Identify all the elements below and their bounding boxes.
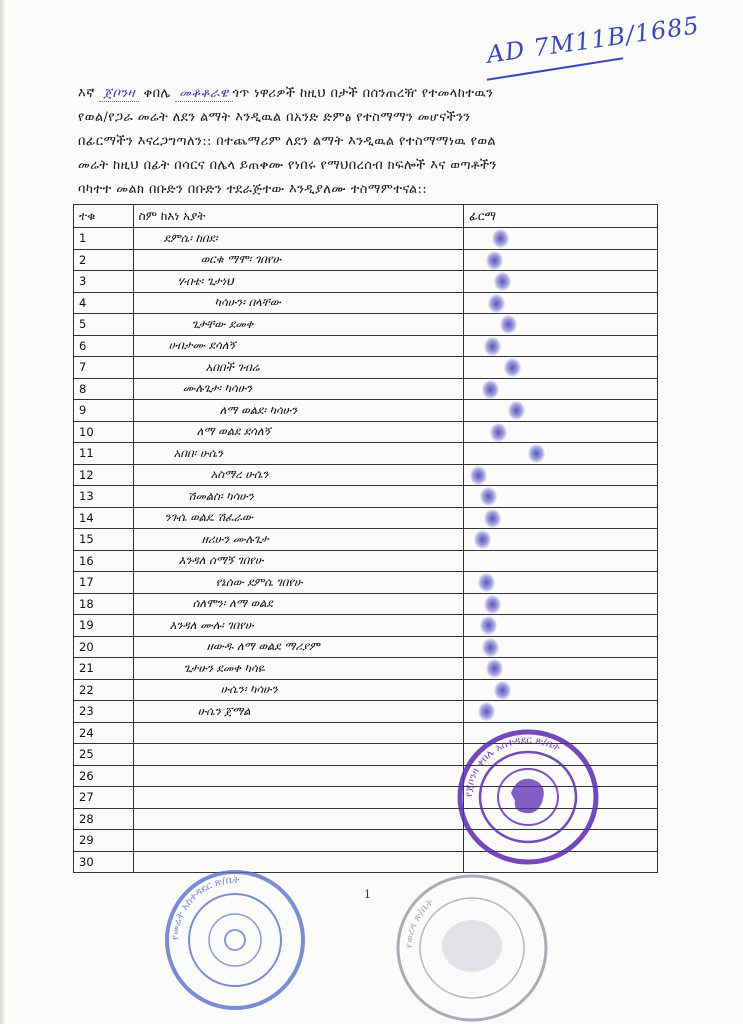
table-row xyxy=(74,658,658,680)
thumbprint-mark xyxy=(500,315,517,334)
signatory-name: ጌታሁን ደመቀ ካሳዬ xyxy=(133,658,463,680)
row-number: 21 xyxy=(74,658,134,680)
thumbprint-mark xyxy=(490,423,507,442)
svg-text:የጀቦንዛ ቀበሌ አስተዳደር ጽ/ቤት: የጀቦንዛ ቀበሌ አስተዳደር ጽ/ቤት xyxy=(463,734,562,798)
row-number: 22 xyxy=(74,679,134,701)
row-number: 3 xyxy=(74,271,134,293)
signatory-name: ሀብታሙ ደሳለኝ xyxy=(133,335,463,357)
table-row xyxy=(74,292,658,314)
thumbprint-mark xyxy=(486,659,503,678)
signature-cell xyxy=(464,271,658,293)
signatory-name: ሙሉጌታ፡ ካሳሁን xyxy=(133,378,463,400)
signatory-name: ሰለሞን፡ ለማ ወልደ xyxy=(133,593,463,615)
signatory-name xyxy=(133,830,463,852)
signatory-name xyxy=(133,722,463,744)
header-number: ተቁ xyxy=(74,205,134,228)
thumbprint-mark xyxy=(494,272,511,291)
row-number: 15 xyxy=(74,529,134,551)
table-row xyxy=(74,636,658,658)
intro-line: በፊርማችን እናረጋግጣለን:: በተጨማሪም ለደን ልማት እንዲዉል የተስማማነዉ የወል xyxy=(78,134,497,149)
signature-cell xyxy=(464,658,658,680)
signature-cell xyxy=(464,679,658,701)
signature-cell xyxy=(464,314,658,336)
intro-first-line: እኛ ጀቦንዛ ቀበሌ መቆቆራዌ ጎጥ ነዋሪዎች ከዚህ በታች በሰንጠረዥ የተመላከተዉን xyxy=(78,86,494,101)
row-number: 6 xyxy=(74,335,134,357)
row-number: 17 xyxy=(74,572,134,594)
signature-cell xyxy=(464,615,658,637)
intro-line: ባካተተ መልክ በቡድን በቡድን ተደራጅተው እንዲያለሙ ተስማምተናል:: xyxy=(78,182,428,197)
thumbprint-mark xyxy=(484,337,501,356)
table-row xyxy=(74,701,658,723)
signature-cell xyxy=(464,701,658,723)
signatory-name: እንዳለ ሰማኝ ገበየሁ xyxy=(133,550,463,572)
thumbprint-mark xyxy=(474,530,491,549)
gray-faded-stamp xyxy=(392,870,552,1024)
table-row xyxy=(74,507,658,529)
signatory-name xyxy=(133,808,463,830)
row-number: 1 xyxy=(74,228,134,250)
signature-cell xyxy=(464,572,658,594)
signatory-name: ዘውዱ ለማ ወልደ ማሪያም xyxy=(133,636,463,658)
header-name: ስም ከእነ አያት xyxy=(133,205,463,228)
signatory-name: ሽመልስ፡ ካሳሁን xyxy=(133,486,463,508)
signatory-name: ካሳሁን፡ በላቸው xyxy=(133,292,463,314)
table-row xyxy=(74,486,658,508)
table-row xyxy=(74,593,658,615)
signature-cell xyxy=(464,636,658,658)
thumbprint-mark xyxy=(478,702,495,721)
signatory-name: ሃብቴ፡ ጌታነህ xyxy=(133,271,463,293)
table-row xyxy=(74,357,658,379)
signatory-name xyxy=(133,787,463,809)
intro-paragraph xyxy=(78,82,658,202)
row-number: 11 xyxy=(74,443,134,465)
table-row xyxy=(74,679,658,701)
row-number: 4 xyxy=(74,292,134,314)
thumbprint-mark xyxy=(492,229,509,248)
table-row xyxy=(74,314,658,336)
row-number: 20 xyxy=(74,636,134,658)
table-row xyxy=(74,529,658,551)
location-fill: ጀቦንዛ xyxy=(99,86,139,102)
row-number: 23 xyxy=(74,701,134,723)
row-number: 16 xyxy=(74,550,134,572)
table-row xyxy=(74,421,658,443)
signature-cell xyxy=(464,550,658,572)
row-number: 13 xyxy=(74,486,134,508)
signatory-name: የኔሰው ደምሴ ገበየሁ xyxy=(133,572,463,594)
row-number: 27 xyxy=(74,787,134,809)
thumbprint-mark xyxy=(480,616,497,635)
row-number: 8 xyxy=(74,378,134,400)
row-number: 12 xyxy=(74,464,134,486)
signatory-name: ጌታቸው ደመቀ xyxy=(133,314,463,336)
table-row xyxy=(74,615,658,637)
signature-cell xyxy=(464,593,658,615)
svg-text:የመሬት አስተዳደር ጽ/ቤት: የመሬት አስተዳደር ጽ/ቤት xyxy=(169,874,240,941)
thumbprint-mark xyxy=(482,638,499,657)
signatory-name: ለማ ወልደ ደሳለኝ xyxy=(133,421,463,443)
thumbprint-mark xyxy=(470,466,487,485)
table-row xyxy=(74,335,658,357)
thumbprint-mark xyxy=(482,380,499,399)
table-row xyxy=(74,464,658,486)
intro-line: መሬት ከዚህ በፊት በሳርና በሌላ ይጠቀሙ የነበሩ የማህበረሰብ ክፍሎች እና ወጣቶችን xyxy=(78,158,497,173)
row-number: 10 xyxy=(74,421,134,443)
row-number: 30 xyxy=(74,851,134,873)
svg-text:የወረዳ ጽ/ቤት: የወረዳ ጽ/ቤት xyxy=(403,897,436,949)
row-number: 14 xyxy=(74,507,134,529)
table-row xyxy=(74,400,658,422)
signatory-name: እንዳለ ሙሉ፡ ገበየሁ xyxy=(133,615,463,637)
header-signature: ፊርማ xyxy=(464,205,658,228)
thumbprint-mark xyxy=(504,358,521,377)
signatory-name: ለማ ወልደ፡ ካሳሁን xyxy=(133,400,463,422)
thumbprint-mark xyxy=(484,595,501,614)
signature-cell xyxy=(464,507,658,529)
page-edge-shadow xyxy=(0,0,6,1024)
table-row xyxy=(74,443,658,465)
table-row xyxy=(74,378,658,400)
signature-cell xyxy=(464,529,658,551)
signatory-name: ንጉሴ ወልዴ ሽፈራው xyxy=(133,507,463,529)
signature-cell xyxy=(464,292,658,314)
thumbprint-mark xyxy=(480,487,497,506)
row-number: 24 xyxy=(74,722,134,744)
signatory-name: ደምሴ፡ ከበደ፡ xyxy=(133,228,463,250)
page-number: 1 xyxy=(364,888,371,901)
signature-cell xyxy=(464,421,658,443)
signature-cell xyxy=(464,228,658,250)
row-number: 26 xyxy=(74,765,134,787)
table-row xyxy=(74,249,658,271)
signature-cell xyxy=(464,357,658,379)
table-row xyxy=(74,572,658,594)
purple-official-stamp xyxy=(455,727,601,867)
row-number: 18 xyxy=(74,593,134,615)
blue-office-stamp xyxy=(160,865,310,1015)
thumbprint-mark xyxy=(488,294,505,313)
row-number: 25 xyxy=(74,744,134,766)
signature-cell xyxy=(464,464,658,486)
signature-cell xyxy=(464,249,658,271)
signature-cell xyxy=(464,486,658,508)
signature-cell xyxy=(464,378,658,400)
row-number: 29 xyxy=(74,830,134,852)
thumbprint-mark xyxy=(494,681,511,700)
signatory-name: ሁሴን፡ ካሳሁን xyxy=(133,679,463,701)
table-row xyxy=(74,271,658,293)
signatory-name: አበበች ገብሬ xyxy=(133,357,463,379)
row-number: 9 xyxy=(74,400,134,422)
row-number: 5 xyxy=(74,314,134,336)
handwritten-reference-number: AD 7M11B/1685 xyxy=(485,11,702,69)
thumbprint-mark xyxy=(508,401,525,420)
signature-cell xyxy=(464,335,658,357)
row-number: 2 xyxy=(74,249,134,271)
row-number: 7 xyxy=(74,357,134,379)
signature-cell xyxy=(464,443,658,465)
intro-line: የወል/የጋራ መሬት ለደን ልማት እንዲዉል በአንድ ድምፅ የተስማማን መሆናችንን xyxy=(78,110,471,125)
thumbprint-mark xyxy=(486,251,503,270)
subarea-fill: መቆቆራዌ xyxy=(175,86,232,102)
signatory-name xyxy=(133,765,463,787)
row-number: 19 xyxy=(74,615,134,637)
signatory-name xyxy=(133,744,463,766)
signatory-name: አበበ፡ ሁሴን xyxy=(133,443,463,465)
signatory-name: ዘሪሁን ሙሉጌታ xyxy=(133,529,463,551)
table-row xyxy=(74,228,658,250)
signatory-name: ሁሴን ጀማል xyxy=(133,701,463,723)
signatory-name: አስማረ ሁሴን xyxy=(133,464,463,486)
thumbprint-mark xyxy=(478,573,495,592)
signatory-name: ወርቁ ማሞ፡ ገበየሁ xyxy=(133,249,463,271)
thumbprint-mark xyxy=(528,444,545,463)
signature-cell xyxy=(464,400,658,422)
row-number: 28 xyxy=(74,808,134,830)
thumbprint-mark xyxy=(484,509,501,528)
table-header-row xyxy=(74,205,658,228)
table-row xyxy=(74,550,658,572)
